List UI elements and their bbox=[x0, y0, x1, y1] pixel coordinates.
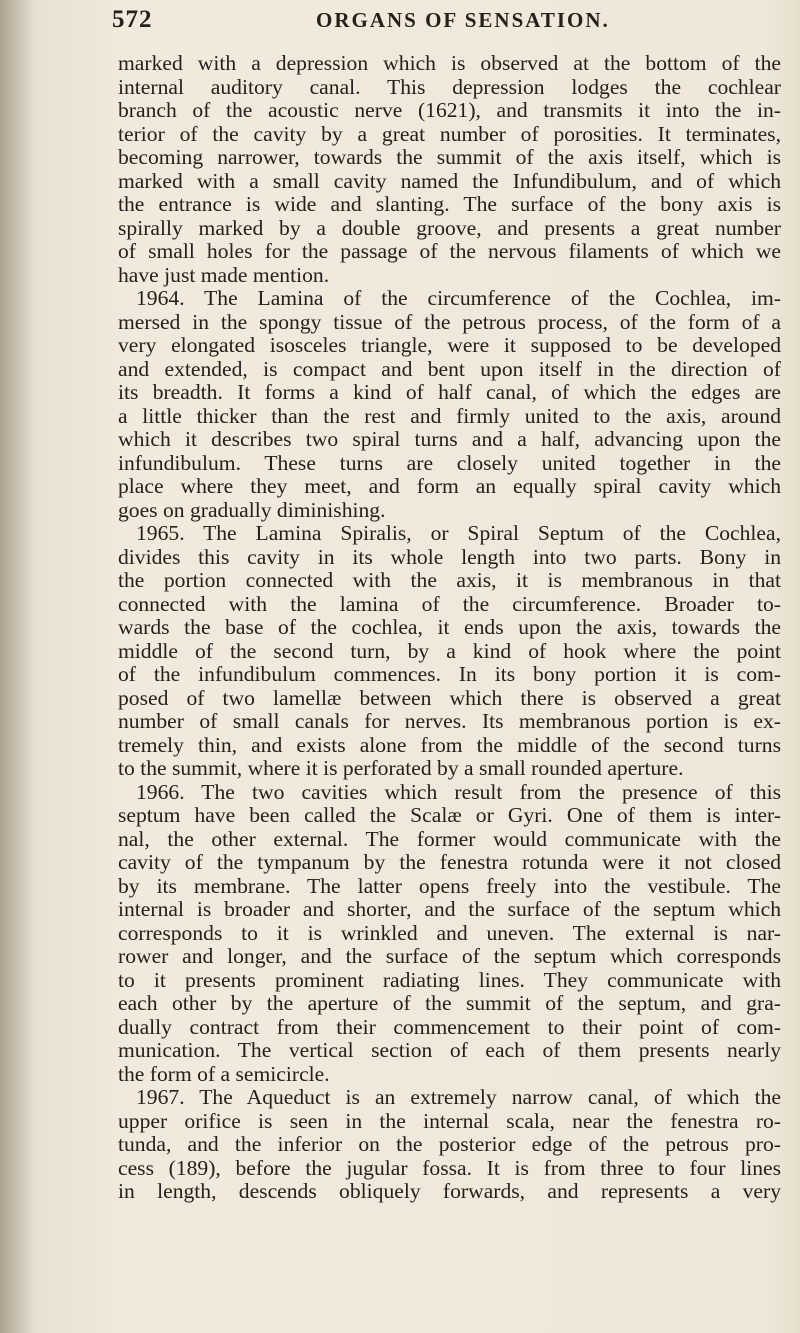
text-line: 1967. The Aqueduct is an extremely narrow canal, of which the bbox=[136, 1086, 781, 1109]
text-line: infundibulum. These turns are closely united together in the bbox=[118, 451, 781, 475]
text-line: terior of the cavity by a great number of porosities. It terminates, bbox=[118, 122, 781, 146]
text-line: rower and longer, and the surface of the septum which corresponds bbox=[118, 945, 781, 968]
text-line: the portion connected with the axis, it is membranous in that bbox=[118, 569, 781, 592]
text-line: marked with a depression which is observed at the bottom of the bbox=[118, 52, 781, 75]
text-line: its breadth. It forms a kind of half canal, of which the edges are bbox=[118, 381, 781, 404]
text-line: marked with a small cavity named the Infundibulum, and of which bbox=[118, 169, 781, 193]
text-line: spirally marked by a double groove, and presents a great number bbox=[118, 216, 781, 240]
text-line: very elongated isosceles triangle, were it supposed to be developed bbox=[118, 334, 781, 357]
text-line: 1964. The Lamina of the circumference of the Cochlea, im- bbox=[136, 287, 781, 310]
text-line: in length, descends obliquely forwards, and represents a very bbox=[118, 1180, 781, 1203]
text-line: nal, the other external. The former would communicate with the bbox=[118, 827, 781, 851]
text-line: munication. The vertical section of each of them presents nearly bbox=[118, 1039, 781, 1062]
text-line: tremely thin, and exists alone from the middle of the second turns bbox=[118, 733, 781, 757]
text-line: number of small canals for nerves. Its membranous portion is ex- bbox=[118, 710, 781, 733]
text-line: dually contract from their commencement to their point of com- bbox=[118, 1015, 781, 1039]
page-header bbox=[112, 6, 772, 40]
text-line: branch of the acoustic nerve (1621), and transmits it into the in- bbox=[118, 99, 781, 122]
text-line: middle of the second turn, by a kind of hook where the point bbox=[118, 639, 781, 663]
text-line: tunda, and the inferior on the posterior edge of the petrous pro- bbox=[118, 1133, 781, 1156]
text-line: which it describes two spiral turns and a half, advancing upon the bbox=[118, 428, 781, 451]
text-line: to the summit, where it is perforated by a small rounded aperture. bbox=[118, 757, 684, 780]
text-line: have just made mention. bbox=[118, 263, 330, 287]
text-line: and extended, is compact and bent upon itself in the direction of bbox=[118, 357, 781, 381]
text-line: the form of a semicircle. bbox=[118, 1062, 330, 1086]
text-line: cess (189), before the jugular fossa. It is from three to four lines bbox=[118, 1156, 781, 1180]
text-line: divides this cavity in its whole length into two parts. Bony in bbox=[118, 545, 781, 569]
text-line: septum have been called the Scalæ or Gyri. One of them is inter- bbox=[118, 804, 781, 827]
text-line: upper orifice is seen in the internal scala, near the fenestra ro- bbox=[118, 1109, 781, 1133]
text-line: cavity of the tympanum by the fenestra rotunda were it not closed bbox=[118, 851, 781, 874]
text-line: corresponds to it is wrinkled and uneven. The external is nar- bbox=[118, 921, 781, 945]
text-line: each other by the aperture of the summit of the septum, and gra- bbox=[118, 992, 781, 1015]
text-line: goes on gradually diminishing. bbox=[118, 498, 386, 522]
text-line: becoming narrower, towards the summit of the axis itself, which is bbox=[118, 146, 781, 169]
running-head: ORGANS OF SENSATION. bbox=[316, 8, 610, 32]
text-line: connected with the lamina of the circumference. Broader to- bbox=[118, 592, 781, 616]
text-line: posed of two lamellæ between which there is observed a great bbox=[118, 686, 781, 710]
text-line: 1965. The Lamina Spiralis, or Spiral Septum of the Cochlea, bbox=[136, 522, 781, 545]
text-line: a little thicker than the rest and firmly united to the axis, around bbox=[118, 404, 781, 428]
text-line: to it presents prominent radiating lines. They communicate with bbox=[118, 968, 781, 992]
page-number: 572 bbox=[112, 6, 153, 33]
text-line: the entrance is wide and slanting. The surface of the bony axis is bbox=[118, 193, 781, 216]
text-line: 1966. The two cavities which result from the presence of this bbox=[136, 780, 781, 804]
text-line: internal auditory canal. This depression lodges the cochlear bbox=[118, 75, 781, 99]
text-line: mersed in the spongy tissue of the petrous process, of the form of a bbox=[118, 310, 781, 334]
binding-shadow bbox=[0, 0, 34, 1333]
text-line: wards the base of the cochlea, it ends upon the axis, towards the bbox=[118, 616, 781, 639]
text-line: place where they meet, and form an equally spiral cavity which bbox=[118, 475, 781, 498]
text-line: internal is broader and shorter, and the surface of the septum which bbox=[118, 898, 781, 921]
body-text bbox=[118, 52, 781, 1204]
text-line: by its membrane. The latter opens freely into the vestibule. The bbox=[118, 874, 781, 898]
text-line: of small holes for the passage of the nervous filaments of which we bbox=[118, 240, 781, 263]
text-line: of the infundibulum commences. In its bony portion it is com- bbox=[118, 663, 781, 686]
